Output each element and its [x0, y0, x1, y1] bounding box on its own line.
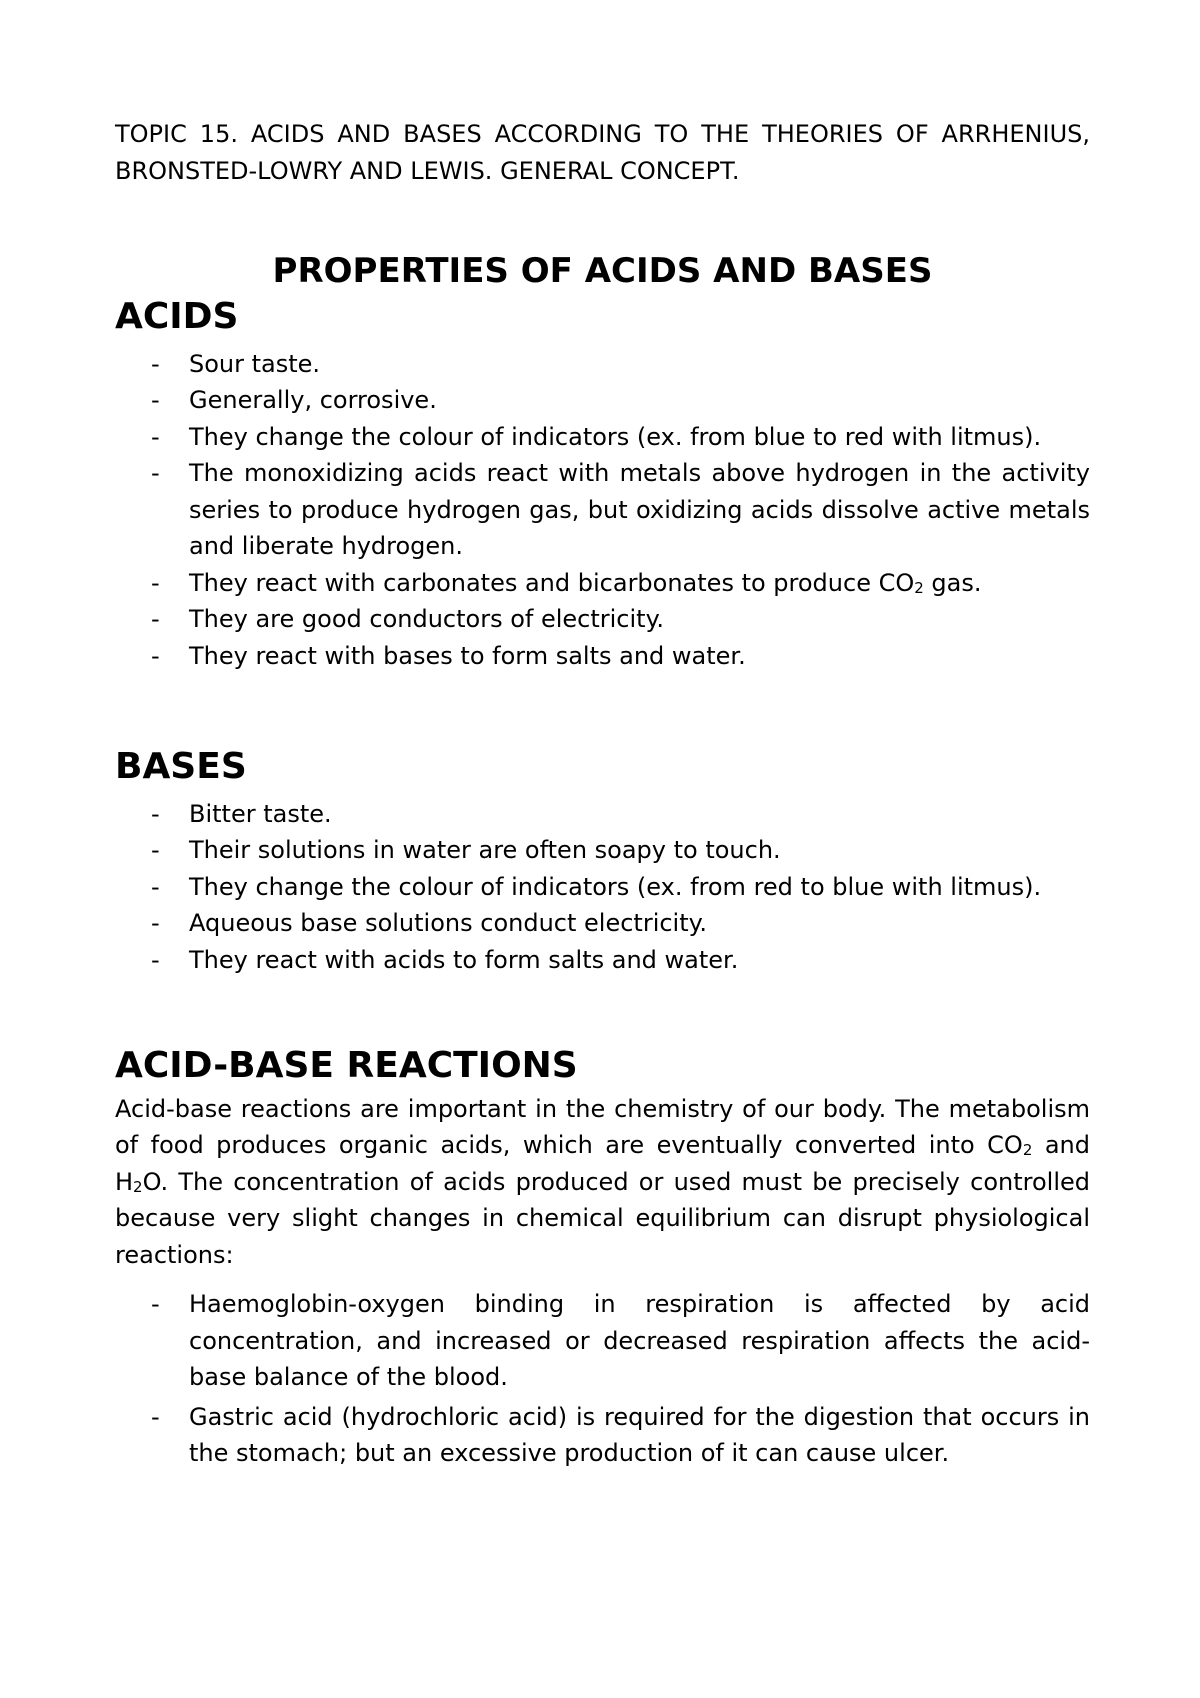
list-item-text: They change the colour of indicators (ex. from red to blue with litmus). — [189, 872, 1042, 901]
list-item — [115, 382, 1090, 419]
document-page — [115, 116, 1090, 1472]
bullet-dash: - — [151, 459, 160, 487]
bullet-dash: - — [151, 909, 160, 937]
list-item-text: The monoxidizing acids react with metals above hydrogen in the activity series to produce hydrogen gas, but oxidizing acids dissolve active metals and liberate hydrogen. — [189, 459, 1090, 560]
list-item-text: Their solutions in water are often soapy to touch. — [189, 836, 781, 864]
list-item — [115, 869, 1090, 906]
acids-heading: ACIDS — [115, 296, 239, 337]
list-item — [115, 796, 1090, 833]
list-item-text: They react with bases to form salts and water. — [189, 641, 746, 670]
list-item-text: They change the colour of indicators (ex. from blue to red with litmus). — [189, 422, 1042, 451]
bullet-dash: - — [151, 641, 160, 670]
list-item — [115, 905, 1090, 942]
subscript: 2 — [133, 1177, 143, 1196]
list-item-text: They react with acids to form salts and water. — [189, 945, 739, 974]
list-item — [115, 601, 1090, 638]
list-item-text: Gastric acid (hydrochloric acid) is required for the digestion that occurs in the stomach; but an excessive production of it can cause ulcer. — [189, 1402, 1090, 1467]
list-item-text: Generally, corrosive. — [189, 386, 437, 414]
bullet-dash: - — [151, 836, 160, 864]
bullet-dash: - — [151, 1290, 160, 1318]
acids-list — [115, 346, 1090, 675]
topic-line: TOPIC 15. ACIDS AND BASES ACCORDING TO THE THEORIES OF ARRHENIUS, BRONSTED-LOWRY AND LEWIS. GENERAL CONCEPT. — [115, 120, 1090, 185]
bullet-dash: - — [151, 605, 160, 633]
list-item — [115, 1399, 1090, 1472]
bullet-dash: - — [151, 799, 160, 828]
bullet-dash: - — [151, 349, 160, 378]
acid-base-reactions-heading: ACID-BASE REACTIONS — [115, 1045, 578, 1086]
list-item — [115, 346, 1090, 383]
bullet-dash: - — [151, 945, 160, 974]
bases-heading: BASES — [115, 746, 247, 787]
subscript: 2 — [1022, 1141, 1033, 1159]
list-item-text: They react with carbonates and bicarbonates to produce $CO_2$ gas. — [189, 568, 982, 597]
list-item — [115, 832, 1090, 869]
list-item — [115, 565, 1090, 602]
list-item-text: Bitter taste. — [189, 799, 332, 828]
list-item-text: Sour taste. — [189, 349, 321, 378]
bases-list — [115, 796, 1090, 979]
page-title: PROPERTIES OF ACIDS AND BASES — [272, 251, 933, 291]
list-item — [115, 455, 1090, 565]
reactions-list — [115, 1286, 1090, 1472]
bullet-dash: - — [151, 422, 160, 451]
list-item-text: Haemoglobin-oxygen binding in respiration is affected by acid concentration, and increased or decreased respiration affects the acid-base balance of the blood. — [189, 1290, 1090, 1391]
list-item — [115, 942, 1090, 979]
bullet-dash: - — [151, 1402, 160, 1431]
bullet-dash: - — [151, 568, 160, 597]
list-item-text: They are good conductors of electricity. — [189, 605, 664, 633]
reactions-paragraph: Acid-base reactions are important in the chemistry of our body. The metabolism of food produces organic acids, which are eventually converted into $CO_2$ and $H_2O$. The concentration of acids produced or used must be precisely controlled because very slight changes in chemical equilibrium can disrupt physiological reactions: — [115, 1094, 1090, 1269]
bullet-dash: - — [151, 386, 160, 414]
list-item — [115, 419, 1090, 456]
list-item — [115, 1286, 1090, 1396]
bullet-dash: - — [151, 872, 160, 901]
subscript: 2 — [914, 578, 924, 597]
list-item-text: Aqueous base solutions conduct electricity. — [189, 909, 708, 937]
list-item — [115, 638, 1090, 675]
